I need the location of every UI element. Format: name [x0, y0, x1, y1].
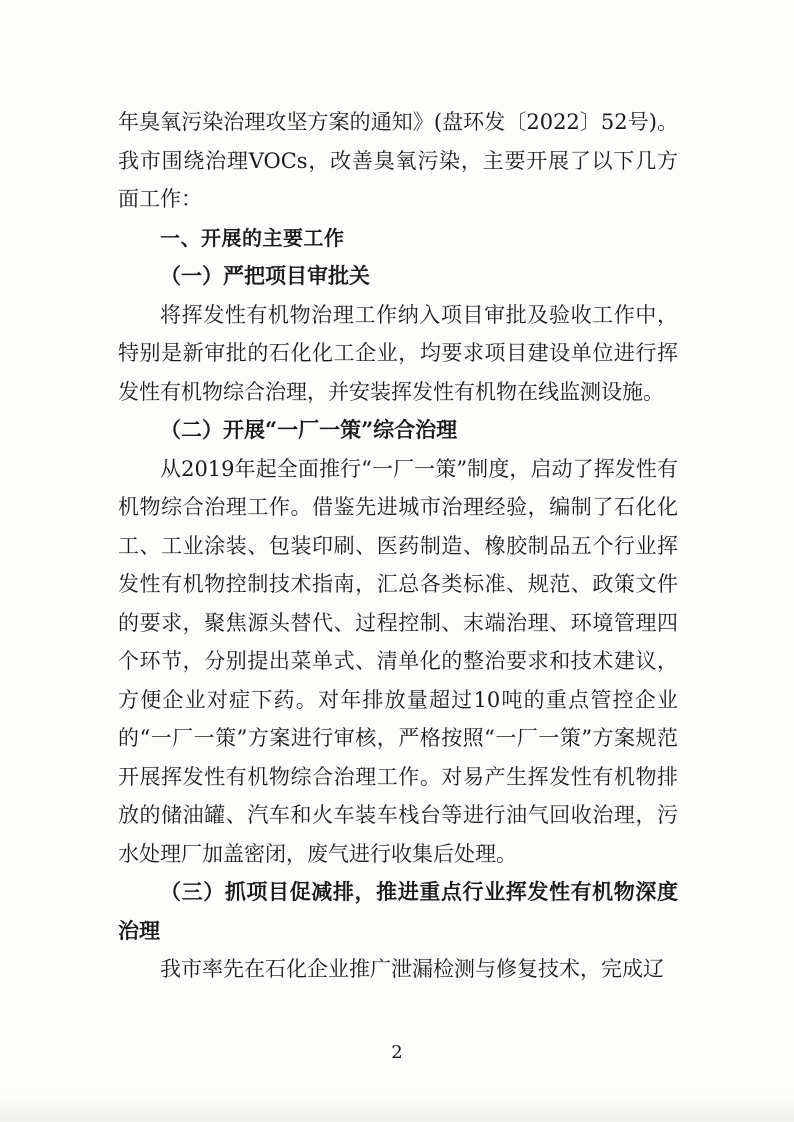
document-body — [118, 103, 678, 989]
subsection-heading-deep-treatment: （三）抓项目促减排，推进重点行业挥发性有机物深度治理 — [118, 879, 678, 943]
subsection-heading-one-plant-one-policy: （二）开展“一厂一策”综合治理 — [160, 417, 458, 442]
paragraph-intro: 年臭氧污染治理攻坚方案的通知》(盘环发〔2022〕52号)。我市围绕治理VOCs，改善臭氧污染，主要开展了以下几方面工作： — [118, 110, 678, 211]
paragraph-leak-detection: 我市率先在石化企业推广泄漏检测与修复技术，完成辽 — [160, 957, 664, 981]
page-number: 2 — [391, 1042, 403, 1063]
subsection-heading-approval: （一）严把项目审批关 — [160, 263, 370, 288]
paragraph-one-plant-one-policy: 从2019年起全面推行“一厂一策”制度，启动了挥发性有机物综合治理工作。借鉴先进城市治理经验，编制了石化化工、工业涂装、包装印刷、医药制造、橡胶制品五个行业挥发性有机物控制技术指南，汇总各类标准、规范、政策文件的要求，聚焦源头替代、过程控制、末端治理、环境管理四个环节，分别提出菜单式、清单化的整治要求和技术建议，方便企业对症下药。对年排放量超过10吨的重点管控企业的“一厂一策”方案进行审核，严格按照“一厂一策”方案规范开展挥发性有机物综合治理工作。对易产生挥发性有机物排放的储油罐、汽车和火车装车栈台等进行油气回收治理，污水处理厂加盖密闭，废气进行收集后处理。 — [118, 456, 678, 866]
scan-edge-shadow — [0, 1092, 794, 1122]
paragraph-approval: 将挥发性有机物治理工作纳入项目审批及验收工作中，特别是新审批的石化化工企业，均要求项目建设单位进行挥发性有机物综合治理，并安装挥发性有机物在线监测设施。 — [118, 302, 678, 404]
section-heading-main-work: 一、开展的主要工作 — [160, 225, 345, 250]
